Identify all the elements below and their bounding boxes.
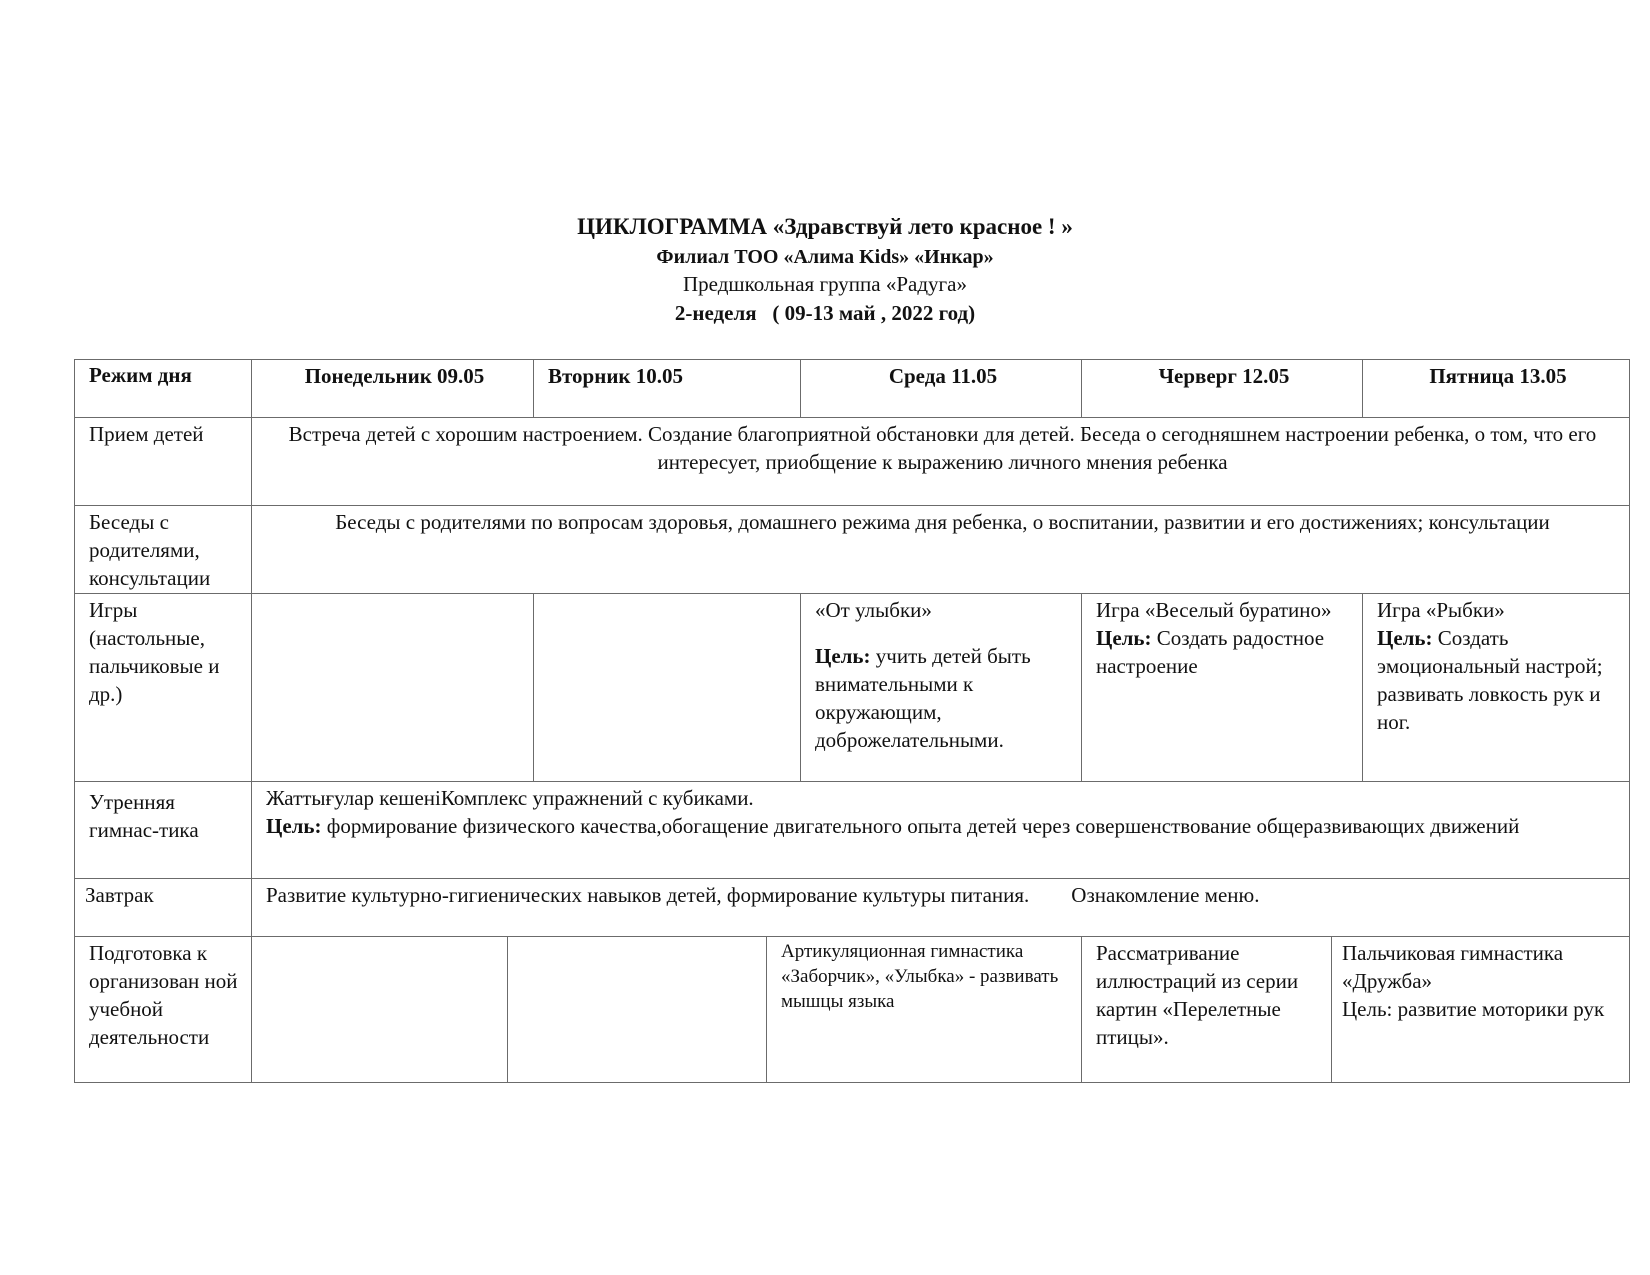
- header-wednesday: Среда 11.05: [800, 359, 1082, 418]
- igry-friday-title: Игра «Рыбки»: [1377, 598, 1505, 622]
- igry-wednesday-goal: Цель: учить детей быть внимательными к окружающим, доброжелательными.: [815, 644, 1031, 752]
- header-monday: Понедельник 09.05: [251, 359, 534, 418]
- prep-wednesday: Артикуляционная гимнастика «Заборчик», «Улыбка» - развивать мышцы языка: [766, 936, 1082, 1083]
- gym-exercise: Жаттығулар кешеніКомплекс упражнений с кубиками.: [266, 786, 754, 810]
- igry-wednesday-title: «От улыбки»: [815, 598, 932, 622]
- igry-thursday-goal: Цель: Создать радостное настроение: [1096, 626, 1325, 678]
- igry-tuesday: [533, 593, 801, 782]
- row-label-besedy: Беседы с родителями, консультации: [74, 505, 252, 594]
- prep-thursday: Рассматривание иллюстраций из серии картин «Перелетные птицы».: [1081, 936, 1332, 1083]
- group-name: Предшкольная группа «Радуга»: [683, 272, 967, 296]
- igry-wednesday: [800, 593, 1082, 782]
- prep-friday: [1331, 936, 1630, 1083]
- row-text-gym: [251, 781, 1630, 879]
- igry-friday: [1362, 593, 1630, 782]
- document-title: ЦИКЛОГРАММА «Здравствуй лето красное ! »: [577, 214, 1073, 239]
- igry-thursday: [1081, 593, 1363, 782]
- row-label-priem: Прием детей: [74, 417, 252, 506]
- prep-friday-title: Пальчиковая гимнастика «Дружба»: [1342, 941, 1564, 993]
- prep-tuesday: [507, 936, 767, 1083]
- header-friday: Пятница 13.05: [1362, 359, 1630, 418]
- prep-friday-goal: Цель: развитие моторики рук: [1342, 997, 1605, 1021]
- row-label-gym: Утренняя гимнас-тика: [74, 781, 252, 879]
- branch-name: Филиал ТОО «Алима Kids» «Инкар»: [656, 246, 994, 268]
- header-tuesday: Вторник 10.05: [533, 359, 801, 418]
- row-label-breakfast: Завтрак: [74, 878, 252, 937]
- row-label-igry: Игры (настольные, пальчиковые и др.): [74, 593, 252, 782]
- igry-thursday-title: Игра «Веселый буратино»: [1096, 598, 1332, 622]
- row-label-prep: Подготовка к организован ной учебной деятельности: [74, 936, 252, 1083]
- week-range: 2-неделя ( 09-13 май , 2022 год): [674, 301, 976, 325]
- header-thursday: Черверг 12.05: [1081, 359, 1363, 418]
- igry-friday-goal: Цель: Создать эмоциональный настрой; развивать ловкость рук и ног.: [1377, 626, 1603, 734]
- row-text-priem: Встреча детей с хорошим настроением. Создание благоприятной обстановки для детей. Беседа о сегодняшнем настроении ребенка, о том, что его интересует, приобщение к выражению личного мнения ребенка: [251, 417, 1630, 506]
- prep-monday: [251, 936, 508, 1083]
- row-text-besedy: Беседы с родителями по вопросам здоровья, домашнего режима дня ребенка, о воспитании, развитии и его достижениях; консультации: [251, 505, 1630, 594]
- header-regime: Режим дня: [74, 359, 252, 418]
- row-text-breakfast: Развитие культурно-гигиенических навыков детей, формирование культуры питания. Ознакомление меню.: [251, 878, 1630, 937]
- igry-monday: [251, 593, 534, 782]
- gym-goal: Цель: формирование физического качества,обогащение двигательного опыта детей через совершенствование общеразвивающих движений: [266, 814, 1520, 838]
